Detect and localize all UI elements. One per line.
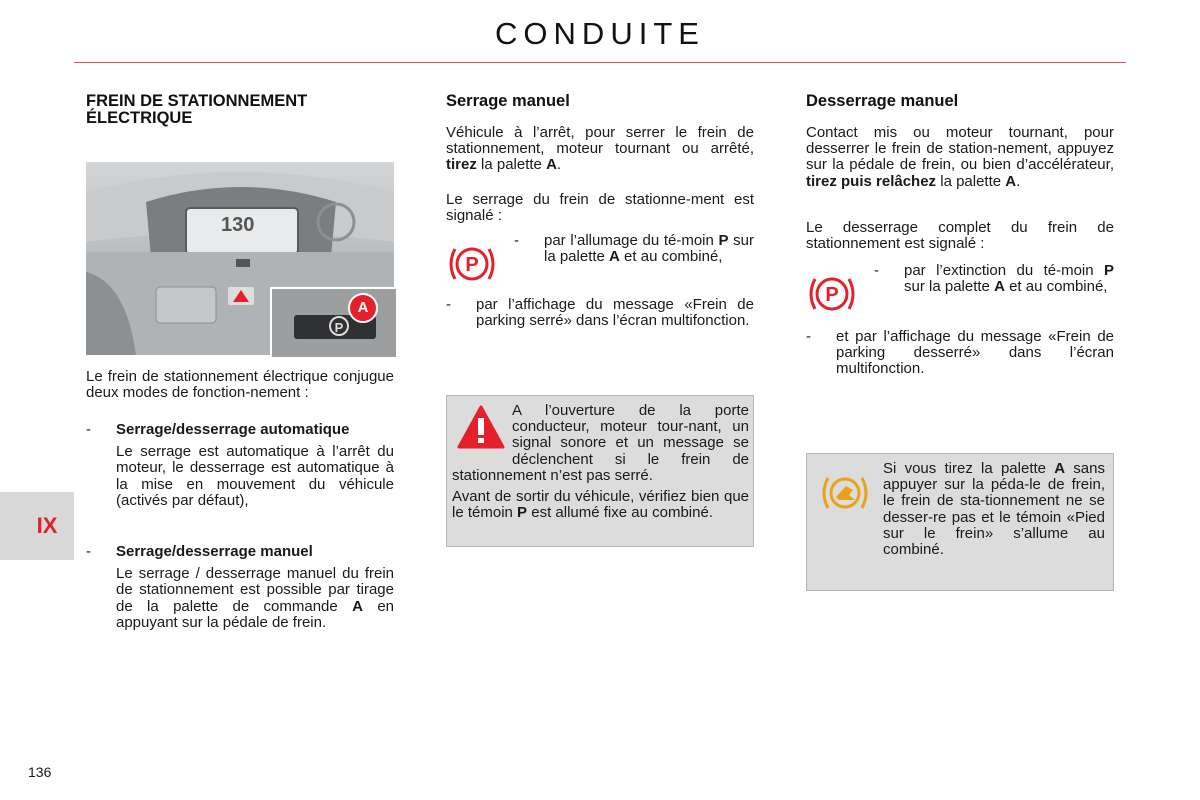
col2-heading: Serrage manuel [446,92,570,110]
warning-box [446,395,754,547]
col2-bullet-1: - par l’allumage du té-moin P sur la palette A et au combiné, [514,232,754,266]
bullet-dash: - [874,262,879,279]
display-speed: 130 [221,214,255,236]
callout-a-badge: A [348,293,378,323]
section-tab: IX [0,492,74,560]
palette-p-symbol: P [329,316,349,336]
col1-intro: Le frein de stationnement électrique conjugue deux modes de fonction-nement : [86,368,394,402]
bullet-dash: - [86,543,91,560]
item2-text: Le serrage / desserrage manuel du frein de stationnement est possible par tirage de la palette de commande A en appuyant sur la pédale de frein. [116,565,395,631]
header-rule [74,62,1126,63]
col3-paragraph-2: Le desserrage complet du frein de stationnement est signalé : [806,219,1114,253]
col3-heading: Desserrage manuel [806,92,959,110]
warning-text-1: A l’ouverture de la porte conducteur, moteur tour-nant, un signal sonore et un message se déclenchent si le frein de stationnement n’est pas serré. [452,402,749,484]
page-title: CONDUITE [495,16,705,51]
warning-text-2: Avant de sortir du véhicule, vérifiez bien que le témoin P est allumé fixe au combiné. [452,488,749,522]
col3-paragraph-1: Contact mis ou moteur tournant, pour desserrer le frein de station-nement, appuyez sur la pédale de frein, ou bien d’accélérateur, tirez puis relâchez la palette A. [806,124,1114,190]
svg-text:P: P [825,284,839,306]
parking-brake-warning-icon [446,243,498,285]
info-box [806,453,1114,591]
bullet-dash: - [446,296,451,313]
svg-text:P: P [465,254,479,276]
col1-item1 [86,422,394,509]
item1-title: Serrage/desserrage automatique [116,421,350,438]
parking-brake-warning-icon [806,273,858,315]
col3-bullet-2: - et par l’affichage du message «Frein de parking desserré» dans l’écran multifonction. [806,328,1114,378]
col2-bullet-2: - par l’affichage du message «Frein de parking serré» dans l’écran multifonction. [446,296,754,330]
bullet-dash: - [514,232,519,249]
item1-text: Le serrage est automatique à l’arrêt du moteur, le desserrage est automatique à la mise en mouvement du véhicule (activés par défaut), [116,443,394,509]
item2-title: Serrage/desserrage manuel [116,543,313,560]
bullet-dash: - [86,421,91,438]
bullet-dash: - [806,328,811,345]
col2-paragraph-1: Véhicule à l’arrêt, pour serrer le frein de stationnement, moteur tournant ou arrêté, tirez la palette A. [446,124,754,174]
info-text: Si vous tirez la palette A sans appuyer sur la péda-le de frein, le frein de sta-tionnement ne se desser-re pas et le témoin «Pied sur le frein» s’allume au combiné. [883,460,1105,559]
control-inset [270,287,396,357]
col3-bullet-1: - par l’extinction du té-moin P sur la palette A et au combiné, [874,262,1114,296]
col2-paragraph-2: Le serrage du frein de stationne-ment est signalé : [446,191,754,225]
page-number: 136 [28,764,52,780]
col1-heading: FREIN DE STATIONNEMENT ÉLECTRIQUE [86,92,308,127]
foot-on-brake-icon [819,472,871,514]
col1-item2 [86,544,394,631]
